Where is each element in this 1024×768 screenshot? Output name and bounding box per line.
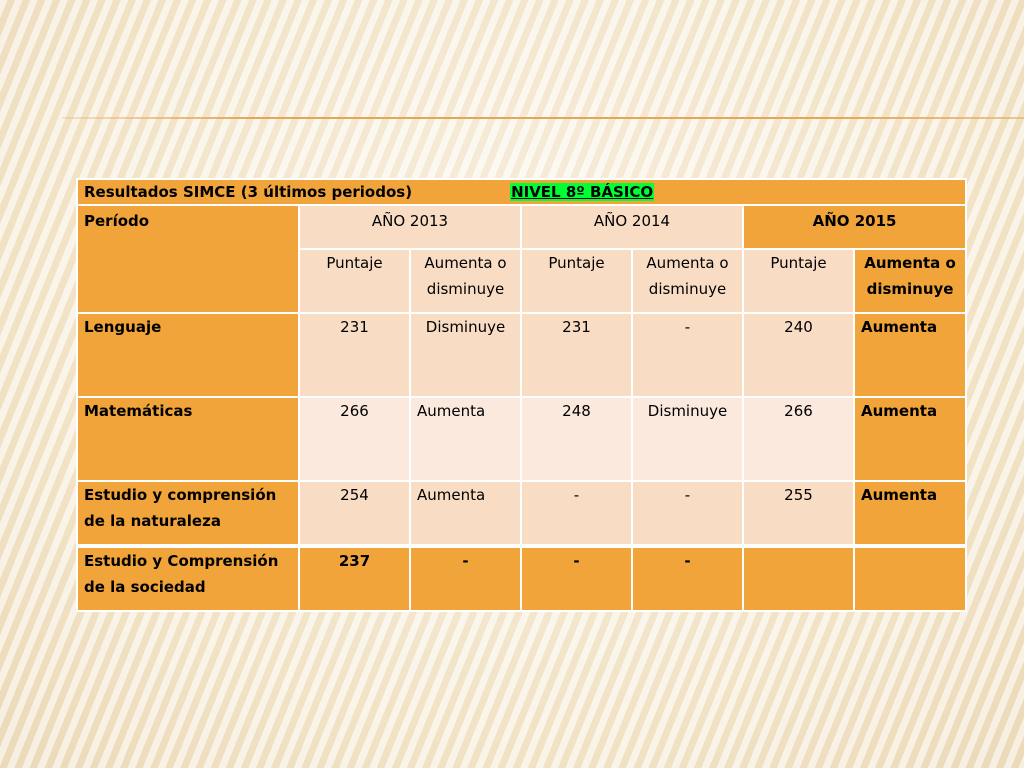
trend-cell: - — [632, 546, 743, 611]
decorative-rule — [62, 117, 1024, 119]
trend-cell: Aumenta — [410, 481, 521, 546]
table-row — [77, 481, 966, 546]
simce-results-table — [76, 178, 967, 612]
year-2014-header: AÑO 2014 — [521, 205, 743, 249]
score-header: Puntaje — [743, 249, 854, 313]
score-header: Puntaje — [299, 249, 410, 313]
year-header-row — [77, 205, 966, 249]
score-cell: 266 — [299, 397, 410, 481]
table-title: Resultados SIMCE (3 últimos periodos) — [84, 183, 413, 201]
period-header: Período — [77, 205, 299, 313]
trend-cell: Aumenta — [854, 313, 966, 397]
table-row — [77, 397, 966, 481]
table-title-cell — [77, 179, 966, 205]
trend-header: Aumenta o disminuye — [410, 249, 521, 313]
score-cell: 248 — [521, 397, 632, 481]
subject-cell: Estudio y comprensión de la naturaleza — [77, 481, 299, 546]
trend-cell: Aumenta — [854, 481, 966, 546]
subject-cell: Matemáticas — [77, 397, 299, 481]
trend-cell: Disminuye — [632, 397, 743, 481]
trend-cell: - — [632, 313, 743, 397]
trend-header: Aumenta o disminuye — [854, 249, 966, 313]
trend-cell: Aumenta — [854, 397, 966, 481]
score-cell: 240 — [743, 313, 854, 397]
table-title-row — [77, 179, 966, 205]
score-cell: 237 — [299, 546, 410, 611]
score-cell: 266 — [743, 397, 854, 481]
score-header: Puntaje — [521, 249, 632, 313]
trend-header: Aumenta o disminuye — [632, 249, 743, 313]
subject-cell: Estudio y Comprensión de la sociedad — [77, 546, 299, 611]
score-cell: 255 — [743, 481, 854, 546]
score-cell: 254 — [299, 481, 410, 546]
year-2013-header: AÑO 2013 — [299, 205, 521, 249]
score-cell: 231 — [299, 313, 410, 397]
trend-cell: Disminuye — [410, 313, 521, 397]
subject-cell: Lenguaje — [77, 313, 299, 397]
level-badge: NIVEL 8º BÁSICO — [511, 183, 654, 201]
table-row — [77, 546, 966, 611]
score-cell: 231 — [521, 313, 632, 397]
score-cell: - — [521, 481, 632, 546]
trend-cell: - — [632, 481, 743, 546]
trend-cell: Aumenta — [410, 397, 521, 481]
score-cell — [743, 546, 854, 611]
trend-cell: - — [410, 546, 521, 611]
table-row — [77, 313, 966, 397]
trend-cell — [854, 546, 966, 611]
year-2015-header: AÑO 2015 — [743, 205, 966, 249]
score-cell: - — [521, 546, 632, 611]
